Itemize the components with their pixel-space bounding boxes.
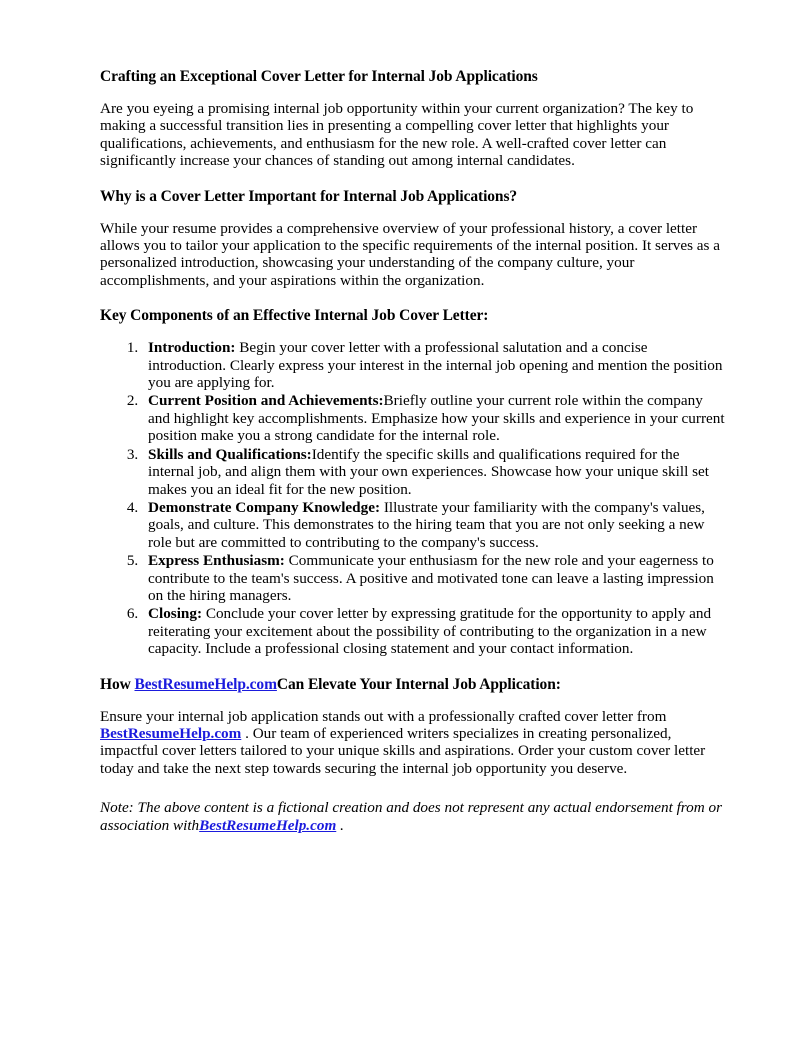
list-item — [142, 339, 726, 391]
document-content — [100, 68, 726, 834]
list-item-label: Current Position and Achievements: — [148, 392, 384, 410]
cta-paragraph — [100, 708, 730, 778]
list-item-label: Closing: — [148, 605, 203, 623]
components-section-heading: Key Components of an Effective Internal Job Cover Letter: — [100, 307, 489, 325]
list-item — [142, 499, 726, 551]
list-item-text: Conclude your cover letter by expressing gratitude for the opportunity to apply and reiterating your excitement about the possibility of contributing to the organization in a new capacity. Include a professional closing statement and your contact information. — [148, 605, 712, 658]
brand-link[interactable]: BestResumeHelp.com — [134, 675, 277, 693]
list-item — [142, 605, 726, 657]
key-components-list — [100, 339, 726, 657]
list-item-text: Identify the specific skills and qualifications required for the internal job, and align them with your own experiences. Showcase how your unique skill set makes you an ideal fit for the new position. — [148, 445, 709, 498]
importance-paragraph: While your resume provides a comprehensive overview of your professional history, a cover letter allows you to tailor your application to the specific requirements of the internal position. It serves as a personalized introduction, showcasing your understanding of the company culture, your accomplishments, and your aspirations within the organization. — [100, 219, 720, 289]
cta-heading-prefix: How — [100, 675, 135, 693]
brand-link[interactable]: BestResumeHelp.com — [199, 816, 337, 834]
list-item-text: Begin your cover letter with a professional salutation and a concise introduction. Clearly express your interest in the internal job opening and mention the position you are applying for. — [148, 339, 723, 392]
list-item — [142, 446, 726, 498]
cta-section-heading — [100, 676, 726, 694]
page-title: Crafting an Exceptional Cover Letter for Internal Job Applications — [100, 68, 538, 85]
list-item-text: Briefly outline your current role within the company and highlight key accomplishments. Emphasize how your skills and experience in your current position make you a strong candidate for the internal role. — [148, 392, 725, 445]
list-item-label: Express Enthusiasm: — [148, 552, 285, 570]
list-item — [142, 552, 726, 604]
note-part2: . — [336, 816, 344, 834]
list-item-label: Demonstrate Company Knowledge: — [148, 498, 381, 516]
intro-paragraph: Are you eyeing a promising internal job opportunity within your current organization? The key to making a successful transition lies in presenting a compelling cover letter that highlights your qualifications, achievements, and enthusiasm for the new role. A well-crafted cover letter can significantly increase your chances of standing out among internal candidates. — [100, 100, 694, 170]
list-item-text: Communicate your enthusiasm for the new role and your eagerness to contribute to the team's success. A positive and motivated tone can leave a lasting impression on the hiring managers. — [148, 552, 714, 604]
note-part1: Note: The above content is a fictional creation and does not represent any actual endorsement from or association with — [100, 799, 723, 834]
cta-paragraph-part2: . Our team of experienced writers specializes in creating personalized, impactful cover letters tailored to your unique skills and aspirations. Order your custom cover letter today and take the next step towards securing the internal job opportunity you deserve. — [100, 724, 706, 777]
brand-link[interactable]: BestResumeHelp.com — [100, 724, 242, 742]
cta-paragraph-part1: Ensure your internal job application stands out with a professionally crafted cover letter from — [100, 707, 667, 725]
disclaimer-note — [100, 799, 745, 834]
list-item-text: Illustrate your familiarity with the company's values, goals, and culture. This demonstrates to the hiring team that you are not only seeking a new role but are committed to contributing to the company's success. — [148, 498, 705, 551]
cta-heading-suffix: Can Elevate Your Internal Job Application: — [276, 675, 561, 693]
importance-section-heading: Why is a Cover Letter Important for Internal Job Applications? — [100, 187, 518, 205]
list-item — [142, 392, 726, 444]
list-item-label: Introduction: — [148, 339, 236, 357]
list-item-label: Skills and Qualifications: — [148, 445, 312, 463]
